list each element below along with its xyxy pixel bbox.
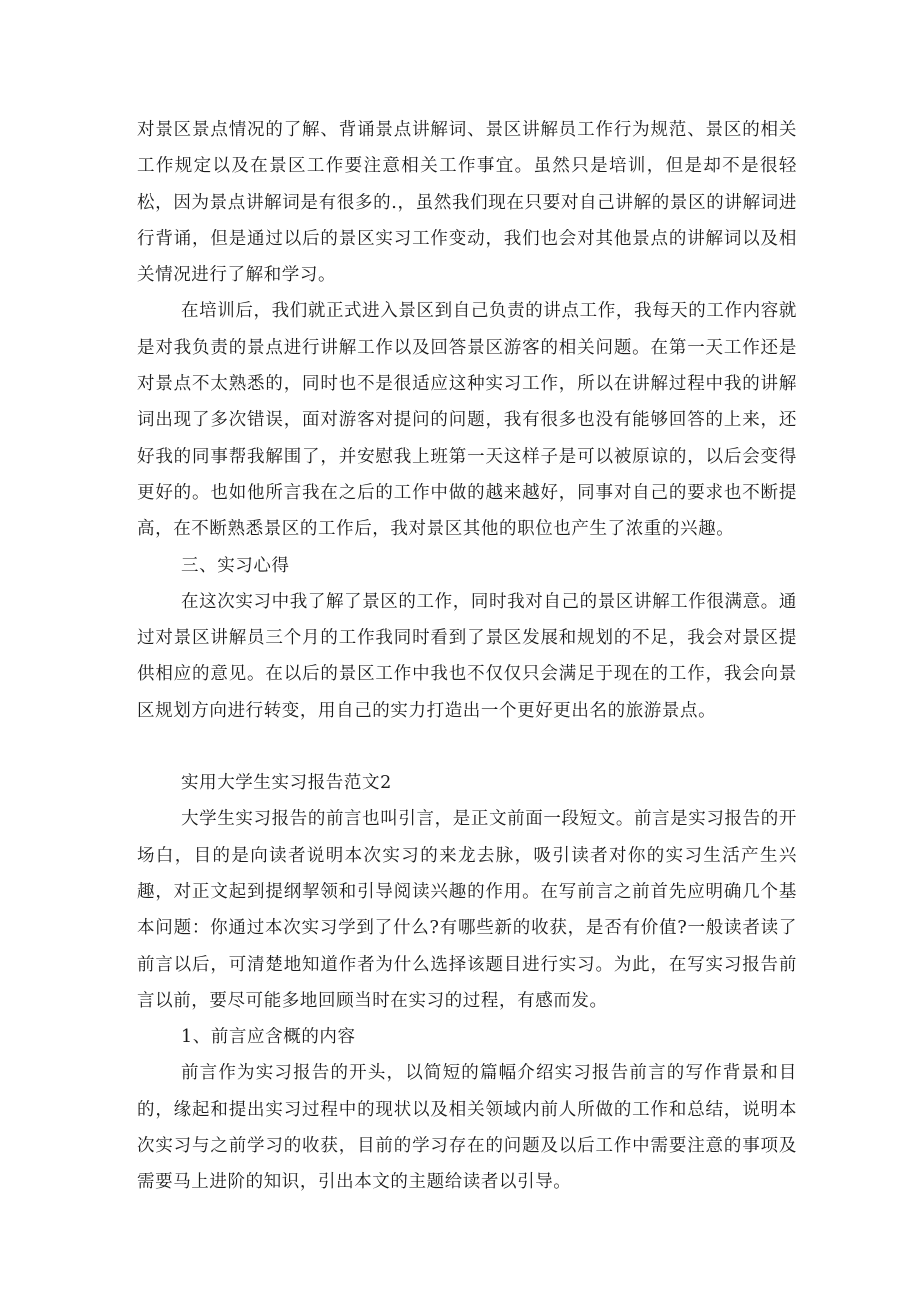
paragraph-3: 在这次实习中我了解了景区的工作，同时我对自己的景区讲解工作很满意。通过对景区讲解员三个月的工作我同时看到了景区发展和规划的不足，我会对景区提供相应的意见。在以后的景区工作中我也不仅仅只会满足于现在的工作，我会向景区规划方向进行转变，用自己的实力打造出一个更好更出名的旅游景点。 bbox=[137, 591, 797, 721]
paragraph-2: 在培训后，我们就正式进入景区到自己负责的讲点工作，我每天的工作内容就是对我负责的景点进行讲解工作以及回答景区游客的相关问题。在第一天工作还是对景点不太熟悉的，同时也不是很适应这种实习工作，所以在讲解过程中我的讲解词出现了多次错误，面对游客对提问的问题，我有很多也没有能够回答的上来，还好我的同事帮我解围了，并安慰我上班第一天这样子是可以被原谅的，以后会变得更好的。也如他所言我在之后的工作中做的越来越好，同事对自己的要求也不断提高，在不断熟悉景区的工作后，我对景区其他的职位也产生了浓重的兴趣。 bbox=[137, 301, 797, 540]
subheading-1: 1、前言应含概的内容 bbox=[181, 1027, 356, 1048]
document-page bbox=[137, 112, 797, 1201]
paragraph-4: 大学生实习报告的前言也叫引言，是正文前面一段短文。前言是实习报告的开场白，目的是向读者说明本次实习的来龙去脉，吸引读者对你的实习生活产生兴趣，对正文起到提纲挈领和引导阅读兴趣的作用。在写前言之前首先应明确几个基本问题：你通过本次实习学到了什么?有哪些新的收获，是否有价值?一般读者读了前言以后，可清楚地知道作者为什么选择该题目进行实习。为此，在写实习报告前言以前，要尽可能多地回顾当时在实习的过程，有感而发。 bbox=[137, 809, 797, 1011]
section-heading-3: 三、实习心得 bbox=[181, 555, 290, 576]
paragraph-1: 对景区景点情况的了解、背诵景点讲解词、景区讲解员工作行为规范、景区的相关工作规定以及在景区工作要注意相关工作事宜。虽然只是培训，但是却不是很轻松，因为景点讲解词是有很多的.，虽然我们现在只要对自己讲解的景区的讲解词进行背诵，但是通过以后的景区实习工作变动，我们也会对其他景点的讲解词以及相关情况进行了解和学习。 bbox=[137, 120, 797, 286]
section-spacer bbox=[137, 729, 797, 765]
article-title-2: 实用大学生实习报告范文2 bbox=[181, 773, 392, 794]
paragraph-5: 前言作为实习报告的开头，以简短的篇幅介绍实习报告前言的写作背景和目的，缘起和提出实习过程中的现状以及相关领域内前人所做的工作和总结，说明本次实习与之前学习的收获，目前的学习存在的问题及以后工作中需要注意的事项及需要马上进阶的知识，引出本文的主题给读者以引导。 bbox=[137, 1063, 797, 1193]
